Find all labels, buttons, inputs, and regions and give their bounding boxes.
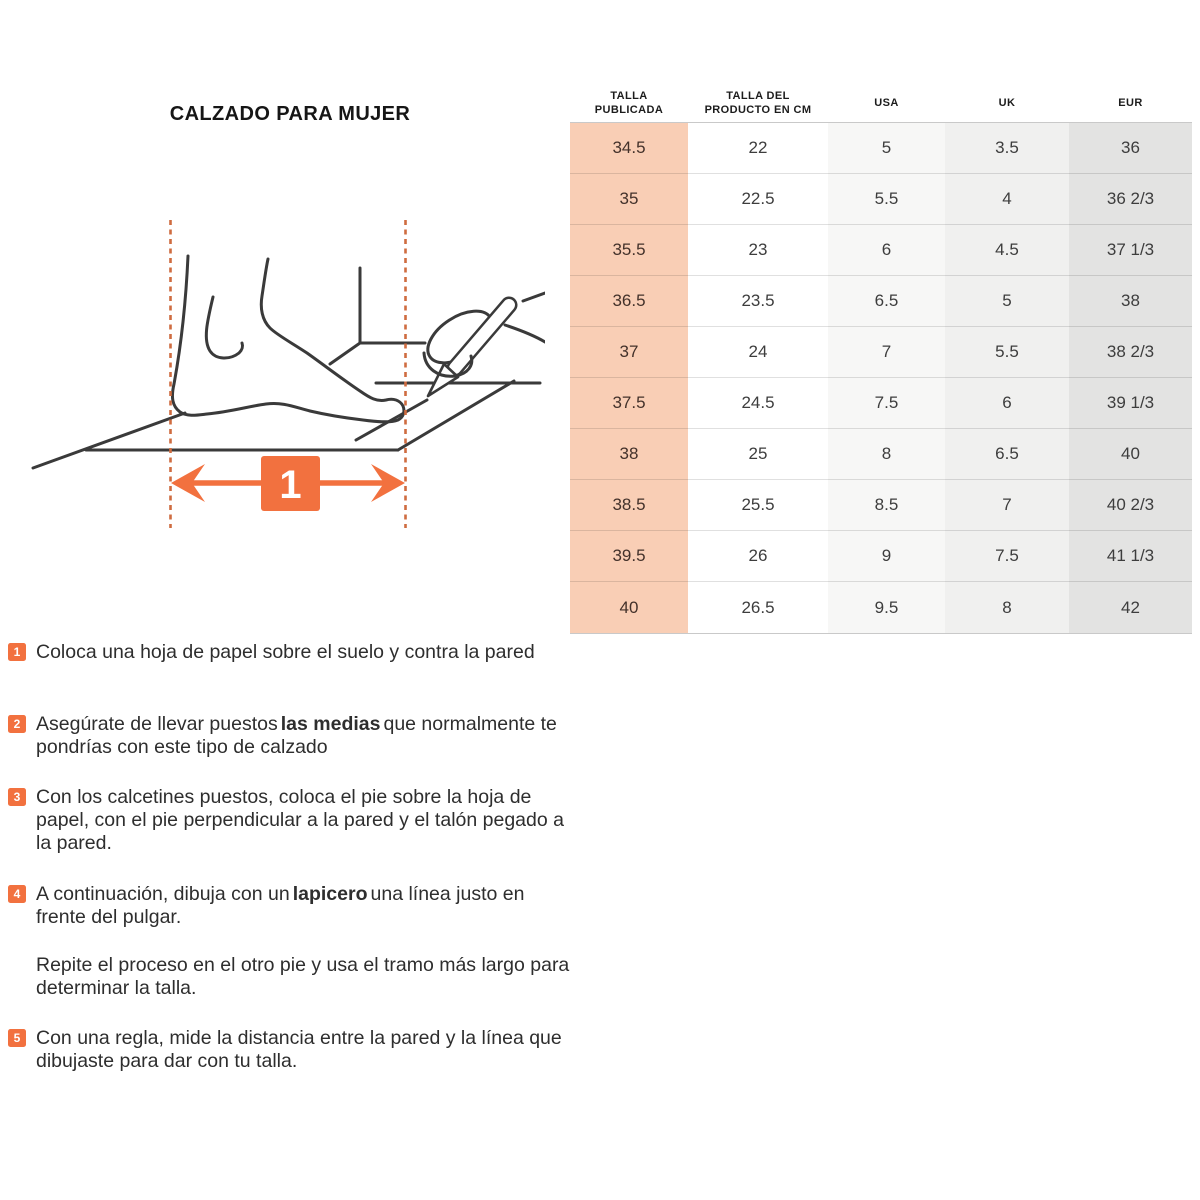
step-1-marker xyxy=(261,456,320,511)
instruction-item-2 xyxy=(8,713,598,759)
ankle-detail xyxy=(206,297,242,358)
table-cell: 22 xyxy=(688,123,828,174)
foot-outline xyxy=(172,256,403,422)
table-cell: 37 xyxy=(570,327,688,378)
instruction-text: Coloca una hoja de papel sobre el suelo y contra la pared xyxy=(36,641,535,663)
table-cell: 40 2/3 xyxy=(1069,480,1192,531)
table-cell: 6 xyxy=(945,378,1069,429)
table-cell: 8 xyxy=(945,582,1069,633)
column-header-eur: EUR xyxy=(1118,96,1143,109)
table-cell: 34.5 xyxy=(570,123,688,174)
table-cell: 26.5 xyxy=(688,582,828,633)
column-header-uk: UK xyxy=(998,96,1016,109)
table-cell: 25 xyxy=(688,429,828,480)
table-cell: 40 xyxy=(1069,429,1192,480)
table-cell: 36 xyxy=(1069,123,1192,174)
table-cell: 6 xyxy=(828,225,945,276)
foot-measurement-illustration xyxy=(0,190,545,540)
step-badge-3: 3 xyxy=(8,788,26,806)
table-cell: 35.5 xyxy=(570,225,688,276)
table-cell: 24 xyxy=(688,327,828,378)
paper-sheet xyxy=(33,381,540,468)
table-cell: 42 xyxy=(1069,582,1192,633)
instruction-item-3 xyxy=(8,786,598,855)
page-title: CALZADO PARA MUJER xyxy=(169,103,411,126)
step-badge-4: 4 xyxy=(8,885,26,903)
instruction-item-1 xyxy=(8,641,598,664)
table-cell: 39 1/3 xyxy=(1069,378,1192,429)
table-cell: 5 xyxy=(945,276,1069,327)
table-cell: 7.5 xyxy=(828,378,945,429)
table-cell: 6.5 xyxy=(945,429,1069,480)
table-cell: 5.5 xyxy=(945,327,1069,378)
table-cell: 22.5 xyxy=(688,174,828,225)
table-cell: 23 xyxy=(688,225,828,276)
table-cell: 5 xyxy=(828,123,945,174)
table-cell: 4.5 xyxy=(945,225,1069,276)
table-cell: 9.5 xyxy=(828,582,945,633)
size-conversion-table xyxy=(570,84,1192,634)
instruction-text: Asegúrate de llevar puestos las medias que normalmente te pondrías con este tipo de calzado xyxy=(36,713,557,758)
table-cell: 37 1/3 xyxy=(1069,225,1192,276)
table-cell: 7 xyxy=(945,480,1069,531)
table-cell: 8.5 xyxy=(828,480,945,531)
step-1-marker-label: 1 xyxy=(279,463,302,507)
table-header-row xyxy=(570,84,1192,122)
wall-lines xyxy=(330,268,425,364)
column-header-talla-publicada: TALLA PUBLICADA xyxy=(594,89,664,116)
table-cell: 26 xyxy=(688,531,828,582)
column-header-usa: USA xyxy=(874,96,899,109)
step-badge-1: 1 xyxy=(8,643,26,661)
table-cell: 36.5 xyxy=(570,276,688,327)
table-cell: 6.5 xyxy=(828,276,945,327)
table-cell: 25.5 xyxy=(688,480,828,531)
table-cell: 38 2/3 xyxy=(1069,327,1192,378)
table-cell: 39.5 xyxy=(570,531,688,582)
table-cell: 7.5 xyxy=(945,531,1069,582)
instruction-text: Repite el proceso en el otro pie y usa el tramo más largo para determinar la talla. xyxy=(36,954,570,999)
instruction-text: Con una regla, mide la distancia entre la pared y la línea que dibujaste para dar con tu talla. xyxy=(36,1027,562,1072)
table-cell: 24.5 xyxy=(688,378,828,429)
step-badge-2: 2 xyxy=(8,715,26,733)
wrist-line-upper xyxy=(523,293,545,301)
instruction-item-5 xyxy=(8,1027,598,1073)
column-header-talla-producto-cm: TALLA DEL PRODUCTO EN CM xyxy=(704,89,812,116)
instruction-item-4 xyxy=(8,883,598,929)
table-cell: 41 1/3 xyxy=(1069,531,1192,582)
table-cell: 37.5 xyxy=(570,378,688,429)
table-cell: 38 xyxy=(570,429,688,480)
table-cell: 38 xyxy=(1069,276,1192,327)
wrist-line-lower xyxy=(505,325,545,342)
table-cell: 8 xyxy=(828,429,945,480)
table-cell: 35 xyxy=(570,174,688,225)
instruction-note xyxy=(36,954,626,1000)
table-cell: 9 xyxy=(828,531,945,582)
table-cell: 7 xyxy=(828,327,945,378)
step-badge-5: 5 xyxy=(8,1029,26,1047)
table-cell: 5.5 xyxy=(828,174,945,225)
table-cell: 3.5 xyxy=(945,123,1069,174)
instruction-text: Con los calcetines puestos, coloca el pie sobre la hoja de papel, con el pie perpendicular a la pared y el talón pegado a la pared. xyxy=(36,786,564,854)
table-cell: 36 2/3 xyxy=(1069,174,1192,225)
table-cell: 23.5 xyxy=(688,276,828,327)
table-body xyxy=(570,122,1192,634)
table-cell: 4 xyxy=(945,174,1069,225)
instruction-text: A continuación, dibuja con un lapicero una línea justo en frente del pulgar. xyxy=(36,883,525,928)
table-cell: 40 xyxy=(570,582,688,633)
table-cell: 38.5 xyxy=(570,480,688,531)
